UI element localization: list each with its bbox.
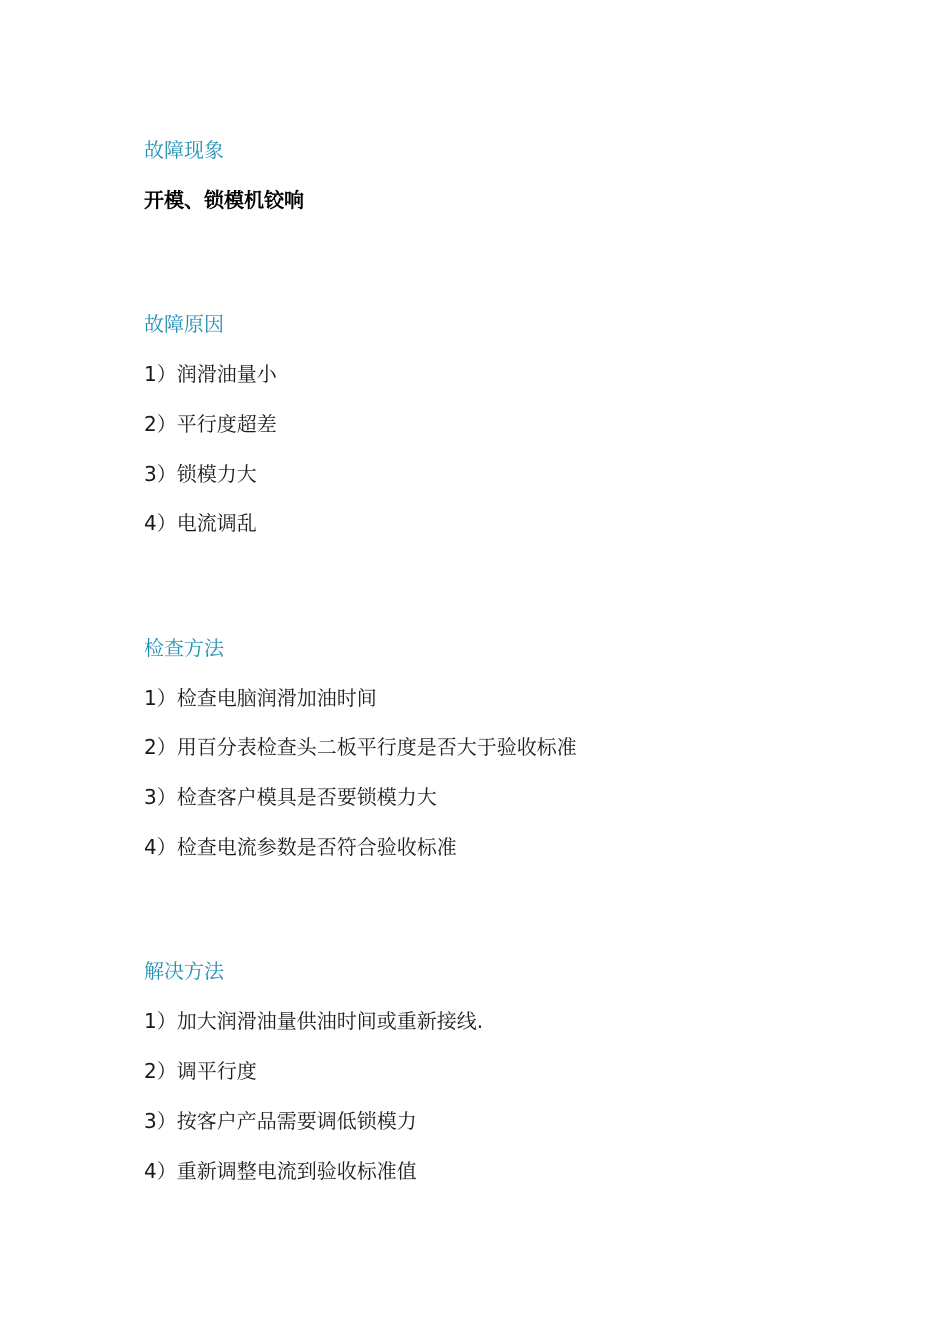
list-item: 4）检查电流参数是否符合验收标准 xyxy=(144,835,457,859)
list-item: 1）润滑油量小 xyxy=(144,362,277,386)
fault-subject: 开模、锁模机铰响 xyxy=(144,188,304,212)
list-item: 4）重新调整电流到验收标准值 xyxy=(144,1159,417,1183)
list-item: 3）按客户产品需要调低锁模力 xyxy=(144,1109,417,1133)
list-item: 1）检查电脑润滑加油时间 xyxy=(144,686,377,710)
list-item: 2）平行度超差 xyxy=(144,412,277,436)
list-item: 1）加大润滑油量供油时间或重新接线. xyxy=(144,1009,484,1033)
list-item: 3）检查客户模具是否要锁模力大 xyxy=(144,785,437,809)
section-heading-fault-symptom: 故障现象 xyxy=(144,138,224,162)
list-item: 2）调平行度 xyxy=(144,1059,257,1083)
section-heading-solution: 解决方法 xyxy=(144,959,224,983)
section-heading-inspection-method: 检查方法 xyxy=(144,636,224,660)
list-item: 4）电流调乱 xyxy=(144,511,257,535)
section-heading-fault-cause: 故障原因 xyxy=(144,312,224,336)
list-item: 3）锁模力大 xyxy=(144,462,257,486)
list-item: 2）用百分表检查头二板平行度是否大于验收标准 xyxy=(144,735,577,759)
